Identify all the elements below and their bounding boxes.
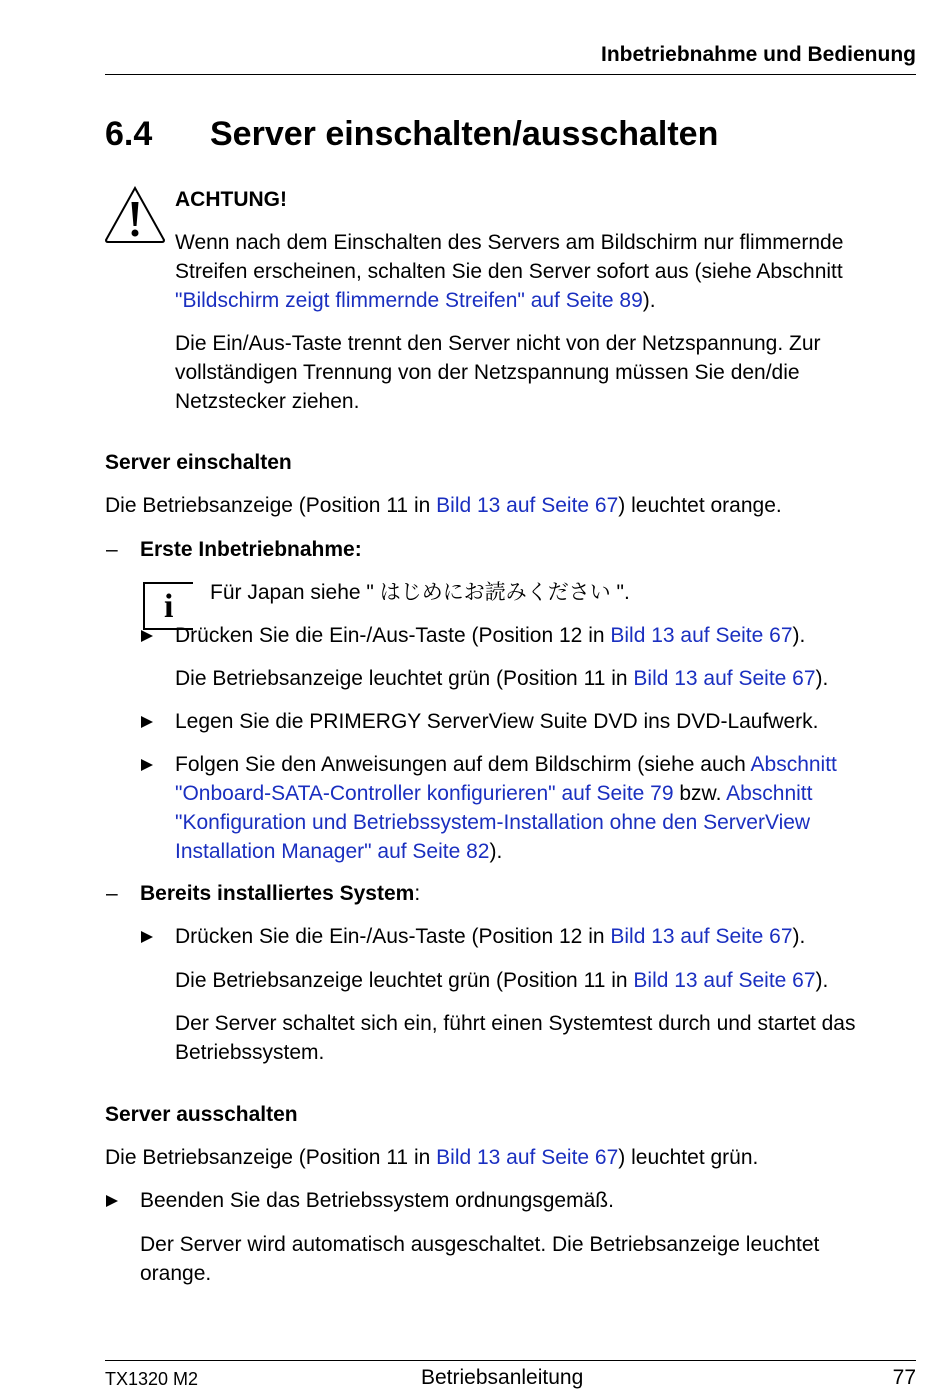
paragraph xyxy=(105,491,782,520)
section-number: 6.4 xyxy=(105,115,153,153)
text-fragment: Drücken Sie die Ein-/Aus-Taste (Position 12 in xyxy=(175,925,611,948)
text-fragment: ). xyxy=(815,667,829,690)
step-text: Beenden Sie das Betriebssystem ordnungsgemäß. xyxy=(140,1189,614,1212)
result-text: Betriebssystem. xyxy=(175,1041,325,1064)
link-flicker-section[interactable]: "Bildschirm zeigt flimmernde Streifen" auf Seite 89 xyxy=(175,289,643,312)
link-figure-13[interactable]: Bild 13 auf Seite 67 xyxy=(610,925,793,948)
warning-text: Netzstecker ziehen. xyxy=(175,390,360,413)
text-fragment: Folgen Sie den Anweisungen auf dem Bildschirm (siehe auch xyxy=(175,753,751,776)
link-install-section[interactable]: Abschnitt xyxy=(726,782,813,805)
link-figure-13[interactable]: Bild 13 auf Seite 67 xyxy=(436,494,619,517)
link-sata-section[interactable]: Abschnitt xyxy=(750,753,837,776)
result-text xyxy=(175,664,828,693)
bullet-arrow xyxy=(141,716,153,728)
step-text xyxy=(175,750,837,779)
text-fragment: Die Betriebsanzeige leuchtet grün (Position 11 in xyxy=(175,969,634,992)
subheading-power-off: Server ausschalten xyxy=(105,1103,298,1126)
text-fragment: Die Betriebsanzeige leuchtet grün (Position 11 in xyxy=(175,667,634,690)
footer-doc-title: Betriebsanleitung xyxy=(421,1366,584,1389)
step-text: Legen Sie die PRIMERGY ServerView Suite DVD ins DVD-Laufwerk. xyxy=(175,710,819,733)
header-rule xyxy=(105,74,916,75)
link-figure-13[interactable]: Bild 13 auf Seite 67 xyxy=(610,624,793,647)
bullet-arrow xyxy=(141,759,153,771)
info-note: Für Japan siehe " はじめにお読みください ". xyxy=(210,581,630,604)
bullet-arrow xyxy=(141,931,153,943)
link-install-section[interactable]: "Konfiguration und Betriebssystem-Installation ohne den ServerView xyxy=(175,811,811,834)
result-text: Der Server schaltet sich ein, führt einen Systemtest durch und startet das xyxy=(175,1012,856,1035)
footer-rule xyxy=(105,1360,916,1361)
link-sata-section[interactable]: "Onboard-SATA-Controller konfigurieren" auf Seite 79 xyxy=(175,782,674,805)
info-letter: i xyxy=(164,588,174,625)
step-text xyxy=(175,621,805,650)
list-label-first-start: Erste Inbetriebnahme: xyxy=(140,538,362,561)
warning-text: vollständigen Trennung von der Netzspannung müssen Sie den/die xyxy=(175,361,800,384)
text-fragment: Die Betriebsanzeige (Position 11 in xyxy=(105,494,437,517)
link-install-section[interactable]: Installation Manager" auf Seite 82 xyxy=(175,840,490,863)
result-text xyxy=(175,966,828,995)
page-number: 77 xyxy=(892,1366,916,1389)
warning-text: Wenn nach dem Einschalten des Servers am Bildschirm nur flimmernde xyxy=(175,231,844,254)
result-text: Der Server wird automatisch ausgeschaltet. Die Betriebsanzeige leuchtet xyxy=(140,1233,820,1256)
link-figure-13[interactable]: Bild 13 auf Seite 67 xyxy=(633,969,816,992)
step-text xyxy=(175,779,812,808)
text-fragment: ) leuchtet orange. xyxy=(618,494,782,517)
list-label-installed xyxy=(140,879,420,908)
text-fragment: ) leuchtet grün. xyxy=(618,1146,759,1169)
text-fragment: ). xyxy=(489,840,503,863)
bullet-arrow xyxy=(106,1195,118,1207)
text-fragment: ). xyxy=(815,969,829,992)
text-fragment: ). xyxy=(792,624,806,647)
warning-text: Streifen erscheinen, schalten Sie den Server sofort aus (siehe Abschnitt xyxy=(175,260,843,283)
list-dash: – xyxy=(106,538,118,561)
step-text xyxy=(175,922,805,951)
text-fragment: Drücken Sie die Ein-/Aus-Taste (Position 12 in xyxy=(175,624,611,647)
footer-model: TX1320 M2 xyxy=(105,1369,199,1389)
warning-heading: ACHTUNG! xyxy=(175,188,287,211)
list-dash: – xyxy=(106,882,118,905)
bullet-arrow xyxy=(141,630,153,642)
link-figure-13[interactable]: Bild 13 auf Seite 67 xyxy=(436,1146,619,1169)
warning-icon xyxy=(104,186,166,244)
running-header: Inbetriebnahme und Bedienung xyxy=(600,43,916,66)
section-title: Server einschalten/ausschalten xyxy=(210,115,719,153)
result-text: orange. xyxy=(140,1262,212,1285)
step-text xyxy=(175,808,810,837)
text-fragment: bzw. xyxy=(673,782,727,805)
text-fragment: ). xyxy=(642,289,656,312)
text-fragment: : xyxy=(414,882,421,905)
subheading-power-on: Server einschalten xyxy=(105,451,292,474)
text-fragment: Bereits installiertes System xyxy=(140,882,415,905)
paragraph xyxy=(105,1143,758,1172)
text-fragment: Die Betriebsanzeige (Position 11 in xyxy=(105,1146,437,1169)
link-figure-13[interactable]: Bild 13 auf Seite 67 xyxy=(633,667,816,690)
warning-text xyxy=(175,286,656,315)
warning-text: Die Ein/Aus-Taste trennt den Server nicht von der Netzspannung. Zur xyxy=(175,332,821,355)
step-text xyxy=(175,837,502,866)
text-fragment: ). xyxy=(792,925,806,948)
